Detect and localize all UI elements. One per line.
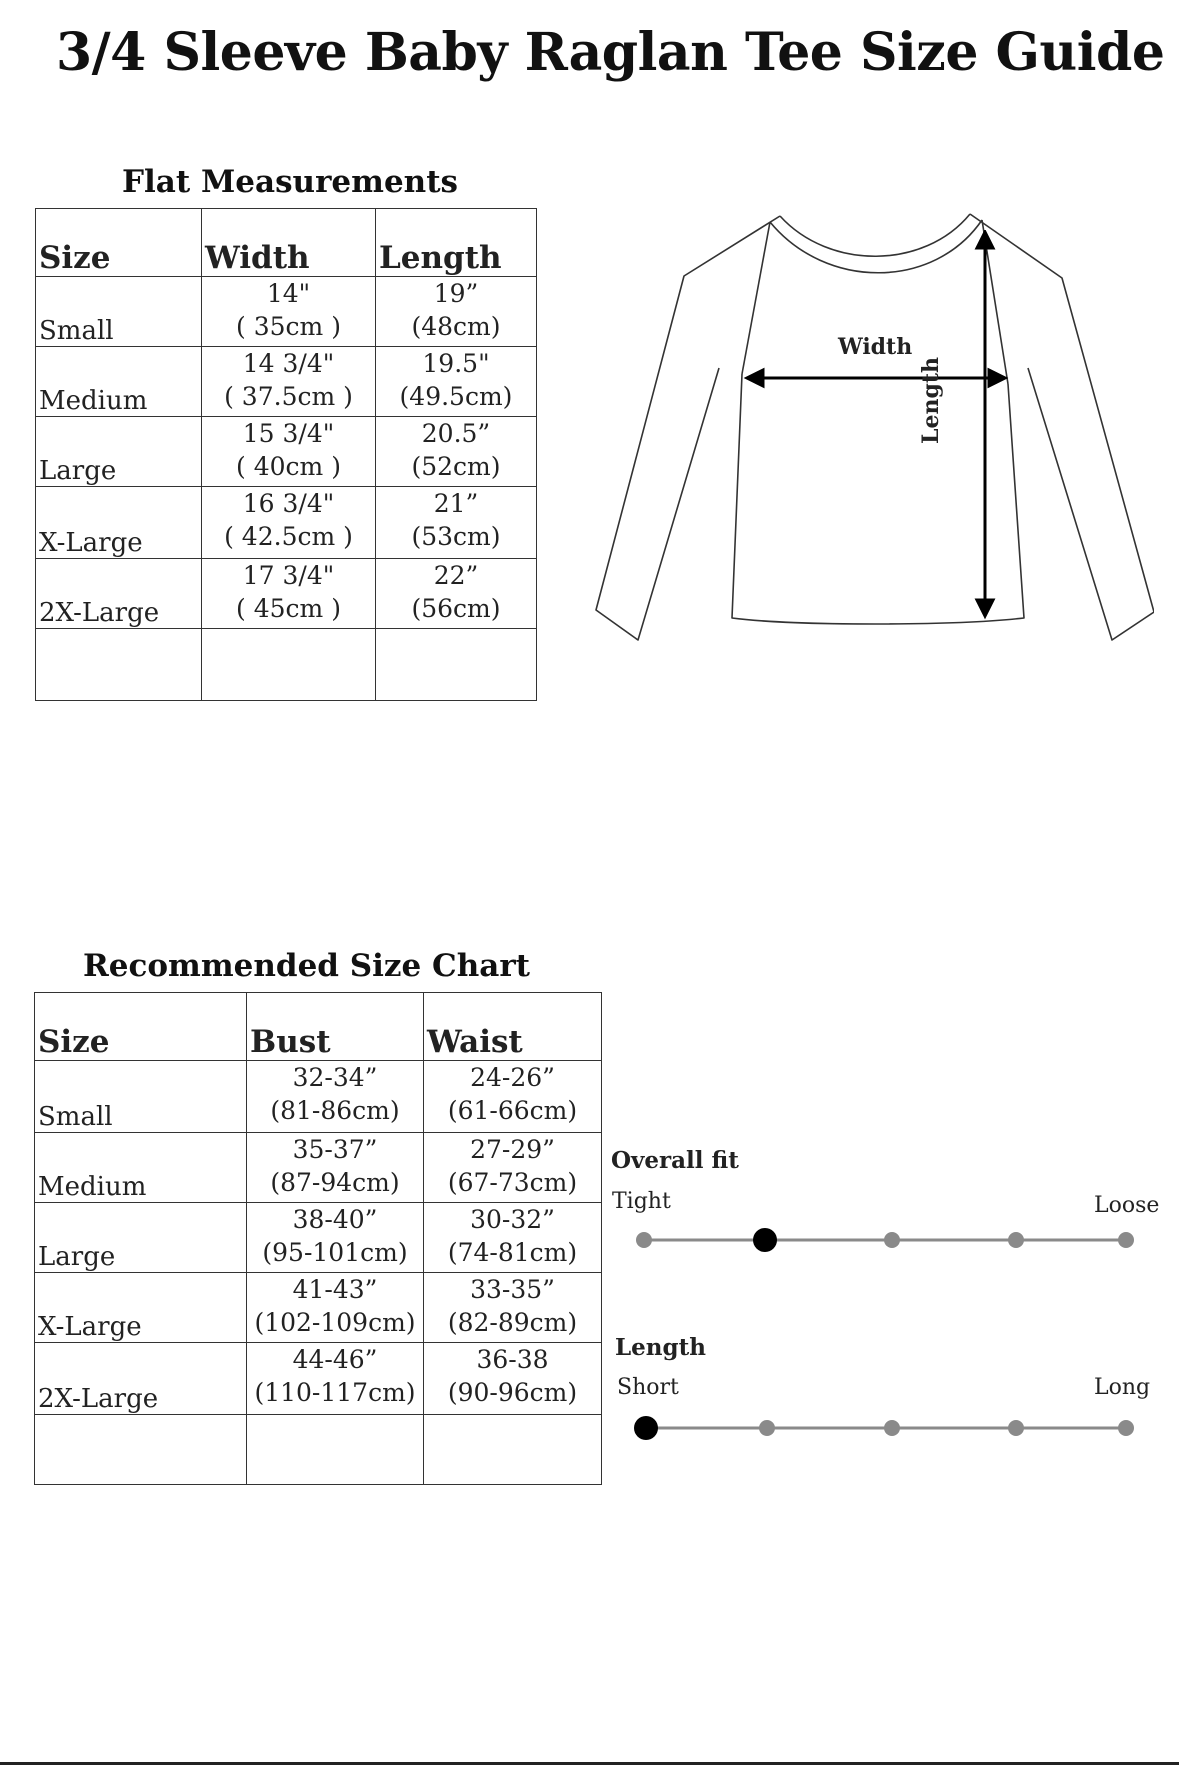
bust-inches: 32-34” <box>292 1063 378 1092</box>
header-waist: Waist <box>424 993 602 1061</box>
size-cell: Small <box>36 277 202 347</box>
width-cell <box>202 277 376 347</box>
waist-cm: (82-89cm) <box>447 1308 578 1337</box>
waist-inches: 33-35” <box>470 1275 555 1304</box>
table-row <box>36 277 537 347</box>
header-bust: Bust <box>247 993 424 1061</box>
size-cell: Small <box>35 1061 247 1133</box>
bottom-divider <box>0 1762 1179 1765</box>
width-inches: 14" <box>266 279 311 308</box>
long-label: Long <box>1094 1375 1151 1400</box>
bust-inches: 38-40” <box>292 1205 378 1234</box>
bust-cm: (81-86cm) <box>270 1096 400 1125</box>
table-row <box>36 417 537 487</box>
measure-arrows <box>735 230 1015 630</box>
width-cell <box>202 487 376 559</box>
bust-cell <box>247 1133 424 1203</box>
size-cell: Medium <box>36 347 202 417</box>
width-inches: 15 3/4" <box>242 419 335 448</box>
size-cell: Large <box>35 1203 247 1273</box>
length-cell <box>376 347 537 417</box>
tight-label: Tight <box>612 1189 671 1214</box>
length-cm: (49.5cm) <box>399 382 513 411</box>
width-cell <box>202 417 376 487</box>
length-fit-dot <box>759 1420 775 1436</box>
overall-fit-selected-dot <box>753 1228 777 1252</box>
length-fit-dot <box>884 1420 900 1436</box>
length-inches: 19.5" <box>422 349 490 378</box>
bust-inches: 41-43” <box>292 1275 378 1304</box>
overall-fit-dot <box>1008 1232 1024 1248</box>
length-inches: 19” <box>433 279 479 308</box>
overall-fit-scale <box>630 1220 1150 1260</box>
recommended-size-chart-title: Recommended Size Chart <box>83 948 531 984</box>
length-cm: (53cm) <box>411 522 501 551</box>
header-width: Width <box>202 209 376 277</box>
loose-label: Loose <box>1094 1193 1160 1218</box>
length-fit-label: Length <box>615 1334 706 1361</box>
length-fit-scale <box>630 1408 1150 1448</box>
length-cm: (52cm) <box>411 452 501 481</box>
length-cell <box>376 417 537 487</box>
size-cell: Large <box>36 417 202 487</box>
waist-inches: 27-29” <box>470 1135 555 1164</box>
waist-cm: (67-73cm) <box>447 1168 578 1197</box>
length-fit-selected-dot <box>634 1416 658 1440</box>
bust-cm: (102-109cm) <box>254 1308 416 1337</box>
length-cm: (56cm) <box>411 594 501 623</box>
length-label: Length <box>918 356 944 444</box>
length-inches: 22” <box>433 561 479 590</box>
bust-cell <box>247 1203 424 1273</box>
bust-cm: (95-101cm) <box>262 1238 408 1267</box>
length-fit-dot <box>1008 1420 1024 1436</box>
size-cell: Medium <box>35 1133 247 1203</box>
bust-cell <box>247 1061 424 1133</box>
waist-inches: 24-26” <box>470 1063 555 1092</box>
waist-cm: (90-96cm) <box>447 1378 578 1407</box>
table-row <box>35 1133 602 1203</box>
header-length: Length <box>376 209 537 277</box>
width-cm: ( 45cm ) <box>236 594 341 623</box>
length-cell <box>376 277 537 347</box>
table-row <box>35 1273 602 1343</box>
overall-fit-dot <box>884 1232 900 1248</box>
header-size: Size <box>35 993 247 1061</box>
width-inches: 17 3/4" <box>242 561 335 590</box>
table-row <box>36 559 537 629</box>
size-cell: 2X-Large <box>36 559 202 629</box>
width-cm: ( 37.5cm ) <box>224 382 353 411</box>
length-cell <box>376 487 537 559</box>
table-row <box>35 1061 602 1133</box>
waist-cell <box>424 1133 602 1203</box>
flat-measurements-table <box>35 208 537 701</box>
width-label: Width <box>838 334 913 360</box>
width-cm: ( 42.5cm ) <box>224 522 353 551</box>
length-inches: 21” <box>433 489 479 518</box>
page-title: 3/4 Sleeve Baby Raglan Tee Size Guide <box>56 22 1165 83</box>
table-row <box>35 1343 602 1415</box>
short-label: Short <box>617 1375 679 1400</box>
bust-cell <box>247 1343 424 1415</box>
waist-cell <box>424 1203 602 1273</box>
waist-cell <box>424 1273 602 1343</box>
waist-inches: 30-32” <box>470 1205 555 1234</box>
length-inches: 20.5” <box>421 419 491 448</box>
table-row <box>35 1203 602 1273</box>
table-row <box>36 347 537 417</box>
bust-cm: (110-117cm) <box>254 1378 416 1407</box>
bust-inches: 44-46” <box>292 1345 378 1374</box>
overall-fit-label: Overall fit <box>611 1147 739 1174</box>
width-cell <box>202 347 376 417</box>
bust-cell <box>247 1273 424 1343</box>
size-cell: X-Large <box>35 1273 247 1343</box>
recommended-size-table <box>34 992 602 1485</box>
flat-measurements-title: Flat Measurements <box>122 164 458 200</box>
waist-cell <box>424 1343 602 1415</box>
size-cell: X-Large <box>36 487 202 559</box>
bust-cm: (87-94cm) <box>270 1168 400 1197</box>
length-cell <box>376 559 537 629</box>
waist-cm: (61-66cm) <box>447 1096 578 1125</box>
waist-inches: 36-38 <box>476 1345 549 1374</box>
empty-row <box>36 629 537 701</box>
width-inches: 16 3/4" <box>242 489 335 518</box>
size-cell: 2X-Large <box>35 1343 247 1415</box>
overall-fit-dot <box>1118 1232 1134 1248</box>
bust-inches: 35-37” <box>292 1135 378 1164</box>
width-cm: ( 40cm ) <box>236 452 341 481</box>
header-size: Size <box>36 209 202 277</box>
length-cm: (48cm) <box>411 312 501 341</box>
overall-fit-dot <box>636 1232 652 1248</box>
length-fit-dot <box>1118 1420 1134 1436</box>
width-cm: ( 35cm ) <box>236 312 341 341</box>
table-row <box>36 487 537 559</box>
width-inches: 14 3/4" <box>242 349 335 378</box>
width-cell <box>202 559 376 629</box>
waist-cell <box>424 1061 602 1133</box>
waist-cm: (74-81cm) <box>447 1238 578 1267</box>
empty-row <box>35 1415 602 1485</box>
